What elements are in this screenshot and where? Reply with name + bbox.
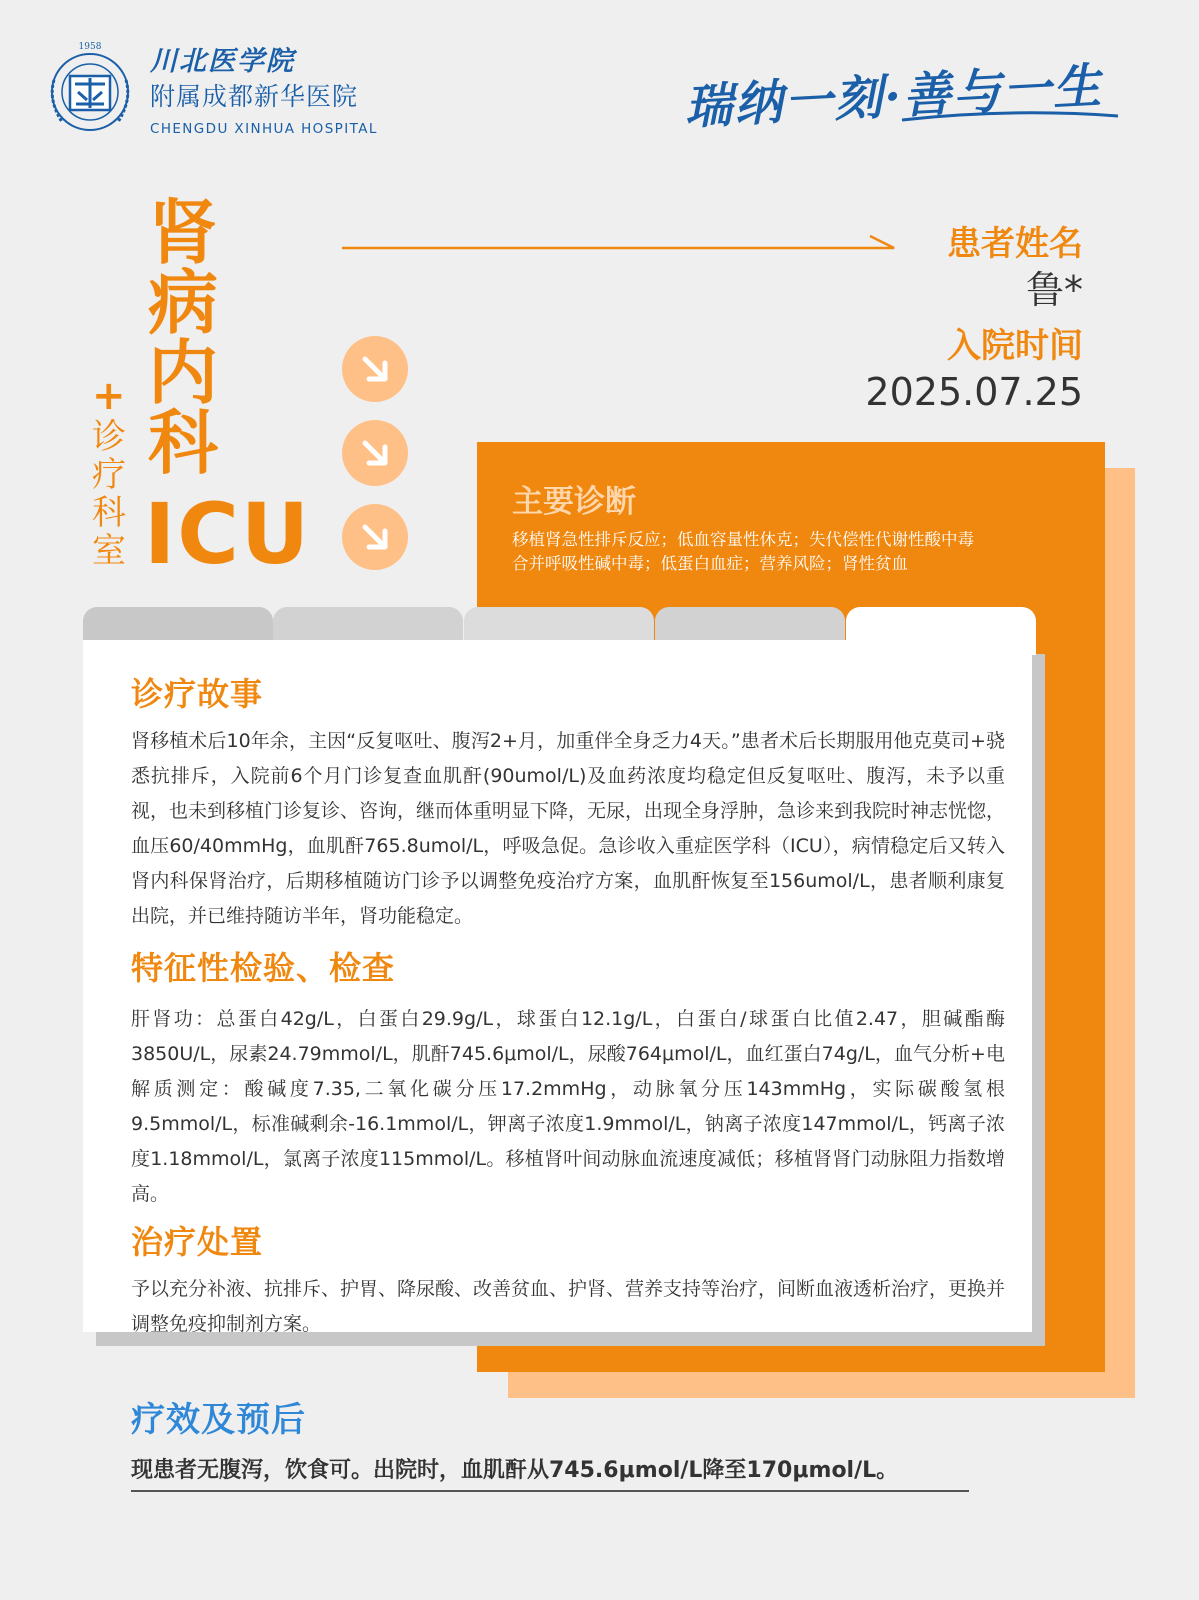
slogan-underline [900, 106, 1120, 126]
logo-year: 1958 [78, 42, 102, 52]
diagnosis-text [512, 528, 1052, 576]
story-text: 肾移植术后10年余，主因“反复呕吐、腹泻2+月，加重伴全身乏力4天。”患者术后长期服用他克莫司+骁悉抗排斥，入院前6个月门诊复查血肌酐(90umol/L)及血药浓度均稳定但反复呕吐、腹泻，未予以重视，也未到移植门诊复诊、咨询，继而体重明显下降，无尿，出现全身浮肿，急诊来到我院时神志恍惚，血压60/40mmHg，血肌酐765.8umol/L，呼吸急促。急诊收入重症医学科（ICU），病情稳定后又转入肾内科保肾治疗，后期移植随访门诊予以调整免疫治疗方案，血肌酐恢复至156umol/L，患者顺利康复出院，并已维持随访半年，肾功能稳定。 [131, 730, 1006, 927]
icu-label: ICU [144, 485, 312, 583]
story-title: 诊疗故事 [131, 675, 264, 713]
arrow-down-right-icon [342, 336, 408, 402]
arrow-down-right-icon [342, 504, 408, 570]
admission-date-label: 入院时间 [947, 326, 1083, 366]
plus-sign: + [92, 373, 126, 419]
hospital-logo-text [150, 46, 378, 138]
logo-hospital-english: CHENGDU XINHUA HOSPITAL [150, 121, 378, 137]
logo-hospital-name: 附属成都新华医院 [150, 82, 359, 111]
patient-name-label: 患者姓名 [947, 224, 1083, 264]
diagnosis-title: 主要诊断 [512, 484, 636, 520]
folder-tab-active [846, 607, 1036, 655]
arrow-down-right-icon [342, 420, 408, 486]
outcome-text: 现患者无腹泻，饮食可。出院时，血肌酐从745.6μmol/L降至170μmol/L。 [131, 1458, 899, 1483]
patient-info [865, 222, 1083, 416]
pointer-arrow-icon [342, 230, 902, 254]
slogan: 瑞纳一刻·善与一生 [683, 58, 1105, 136]
hospital-emblem-icon [40, 40, 140, 136]
admission-date-value: 2025.07.25 [865, 370, 1083, 414]
tests-title: 特征性检验、检查 [131, 949, 396, 987]
treatment-title: 治疗处置 [131, 1223, 264, 1261]
tests-text: 肝肾功：总蛋白42g/L，白蛋白29.9g/L，球蛋白12.1g/L，白蛋白/球蛋白比值2.47，胆碱酯酶3850U/L，尿素24.79mmol/L，肌酐745.6μmol/L，尿酸764μmol/L，血红蛋白74g/L，血气分析+电解质测定：酸碱度7.35,二氧化碳分压17.2mmHg，动脉氧分压143mmHg，实际碳酸氢根9.5mmol/L，标准碱剩余-16.1mmol/L，钾离子浓度1.9mmol/L，钠离子浓度147mmol/L，钙离子浓度1.18mmol/L，氯离子浓度115mmol/L。移植肾叶间动脉血流速度减低；移植肾肾门动脉阻力指数增高。 [131, 1008, 1005, 1205]
treatment-text: 予以充分补液、抗排斥、护胃、降尿酸、改善贫血、护肾、营养支持等治疗，间断血液透析治疗，更换并调整免疫抑制剂方案。 [131, 1278, 1006, 1335]
outcome-underline [131, 1490, 969, 1492]
diagnosis-line: 移植肾急性排斥反应；低血容量性休克；失代偿性代谢性酸中毒 [512, 530, 974, 549]
patient-name-value: 鲁* [1025, 268, 1083, 312]
logo-university-name: 川北医学院 [150, 46, 295, 77]
card-content [131, 670, 1005, 1342]
diagnosis-line: 合并呼吸性碱中毒；低蛋白血症；营养风险；肾性贫血 [512, 554, 908, 573]
outcome-title: 疗效及预后 [131, 1400, 306, 1440]
secondary-department: 诊疗科室 [92, 417, 126, 571]
primary-department: 肾病内科 [148, 192, 218, 484]
